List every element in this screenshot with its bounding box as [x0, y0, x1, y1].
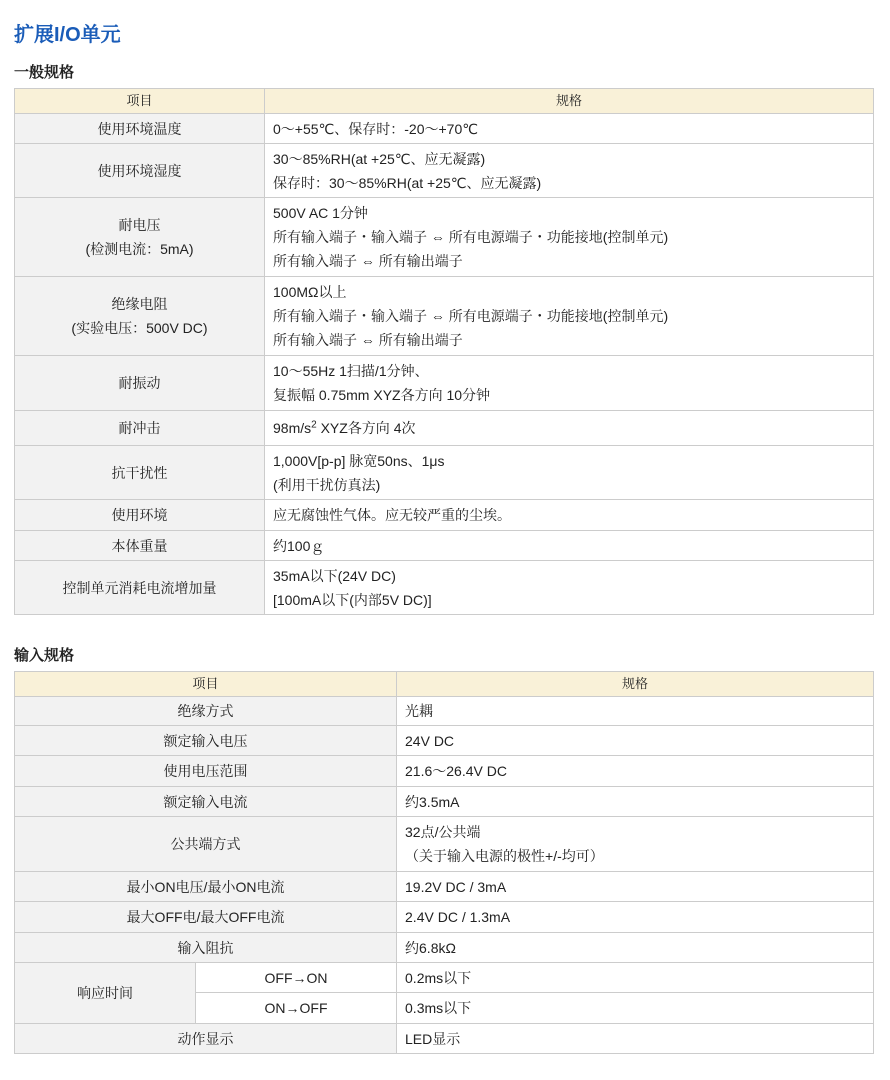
row-value: 光耦 — [397, 697, 874, 726]
value-line: 复振幅 0.75mm XYZ各方向 10分钟 — [273, 387, 491, 403]
input-spec-table — [14, 671, 874, 1054]
general-spec-table — [14, 88, 874, 615]
row-value — [265, 356, 874, 411]
superscript: 2 — [311, 419, 317, 431]
row-value — [265, 144, 874, 198]
label-main: 绝缘电阻 — [111, 296, 168, 312]
row-label — [15, 277, 265, 356]
row-label: 耐冲击 — [15, 411, 265, 446]
row-label: 动作显示 — [15, 1024, 397, 1054]
table-row — [15, 561, 874, 615]
row-label: 最大OFF电/最大OFF电流 — [15, 902, 397, 933]
page-title: 扩展I/O单元 — [14, 24, 121, 46]
row-label: 使用环境 — [15, 500, 265, 531]
table-row — [15, 697, 874, 726]
row-label — [15, 198, 265, 277]
value-line: 100MΩ以上 — [273, 284, 347, 300]
row-value: 0～+55℃、保存时：-20～+70℃ — [265, 114, 874, 144]
value-line: 所有输入端子・输入端子 ⇔ 所有电源端子・功能接地(控制单元) — [273, 308, 669, 324]
value-line: 所有输入端子・输入端子 ⇔ 所有电源端子・功能接地(控制单元) — [273, 229, 669, 245]
table-row — [15, 446, 874, 500]
table-row — [15, 277, 874, 356]
row-label: 输入阻抗 — [15, 933, 397, 963]
table-row — [15, 114, 874, 144]
row-label: 抗干扰性 — [15, 446, 265, 500]
table-row — [15, 756, 874, 787]
table-row — [15, 963, 874, 993]
row-label: 最小ON电压/最小ON电流 — [15, 872, 397, 902]
value-line: 32点/公共端 — [405, 824, 481, 840]
value-line: 1,000V[p-p] 脉宽50ns、1μs — [273, 452, 445, 469]
table-row — [15, 1024, 874, 1054]
general-spec-title: 一般规格 — [14, 64, 75, 81]
label-sub: (检测电流：5mA) — [85, 241, 194, 257]
value-line: 所有输入端子 ⇔ 所有输出端子 — [273, 253, 463, 269]
row-label: 响应时间 — [15, 963, 196, 1024]
row-value — [397, 817, 874, 872]
header-item: 项目 — [15, 89, 265, 114]
value-line: 30～85%RH(at +25℃、应无凝露) — [273, 150, 486, 167]
row-value: 约6.8kΩ — [397, 933, 874, 963]
table-header-row — [15, 89, 874, 114]
row-value: 0.2ms以下 — [397, 963, 874, 993]
table-row — [15, 500, 874, 531]
table-header-row — [15, 672, 874, 697]
row-label: 额定输入电压 — [15, 726, 397, 756]
row-value — [265, 198, 874, 277]
table-row — [15, 531, 874, 561]
row-label: 额定输入电流 — [15, 787, 397, 817]
table-row — [15, 933, 874, 963]
table-row — [15, 356, 874, 411]
value-line: （关于输入电源的极性+/-均可） — [405, 848, 604, 864]
table-row — [15, 787, 874, 817]
row-value: 19.2V DC / 3mA — [397, 872, 874, 902]
row-sublabel: ON→OFF — [196, 993, 397, 1024]
table-row — [15, 817, 874, 872]
header-item: 项目 — [15, 672, 397, 697]
row-value: 约3.5mA — [397, 787, 874, 817]
value-line: (利用干扰仿真法) — [273, 476, 381, 493]
row-value: 约100ｇ — [265, 531, 874, 561]
value-line: 500V AC 1分钟 — [273, 205, 368, 221]
row-sublabel: OFF→ON — [196, 963, 397, 993]
row-label: 使用电压范围 — [15, 756, 397, 787]
row-value: LED显示 — [397, 1024, 874, 1054]
row-label: 绝缘方式 — [15, 697, 397, 726]
row-label: 使用环境湿度 — [15, 144, 265, 198]
table-row — [15, 872, 874, 902]
row-label: 耐振动 — [15, 356, 265, 411]
row-label: 控制单元消耗电流增加量 — [15, 561, 265, 615]
header-spec: 规格 — [265, 89, 874, 114]
row-value: 21.6～26.4V DC — [397, 756, 874, 787]
row-value — [265, 446, 874, 500]
row-value — [265, 411, 874, 446]
value-text: 98m/s — [273, 420, 312, 436]
value-line: 10～55Hz 1扫描/1分钟、 — [273, 363, 429, 379]
input-spec-title: 输入规格 — [14, 647, 75, 664]
value-line: 所有输入端子 ⇔ 所有输出端子 — [273, 332, 463, 348]
row-value: 0.3ms以下 — [397, 993, 874, 1024]
row-label: 使用环境温度 — [15, 114, 265, 144]
value-line: 保存时：30～85%RH(at +25℃、应无凝露) — [273, 174, 542, 191]
row-label: 公共端方式 — [15, 817, 397, 872]
row-value: 2.4V DC / 1.3mA — [397, 902, 874, 933]
table-row — [15, 726, 874, 756]
table-row — [15, 144, 874, 198]
row-value: 应无腐蚀性气体。应无较严重的尘埃。 — [265, 500, 874, 531]
label-sub: (实验电压：500V DC) — [71, 320, 208, 336]
label-main: 耐电压 — [118, 217, 161, 233]
row-value: 24V DC — [397, 726, 874, 756]
value-line: 35mA以下(24V DC) — [273, 567, 396, 584]
header-spec: 规格 — [397, 672, 874, 697]
row-value — [265, 561, 874, 615]
table-row — [15, 902, 874, 933]
table-row — [15, 411, 874, 446]
value-line: [100mA以下(内部5V DC)] — [273, 591, 432, 608]
table-row — [15, 198, 874, 277]
row-label: 本体重量 — [15, 531, 265, 561]
row-value — [265, 277, 874, 356]
value-text: XYZ各方向 4次 — [316, 420, 416, 436]
